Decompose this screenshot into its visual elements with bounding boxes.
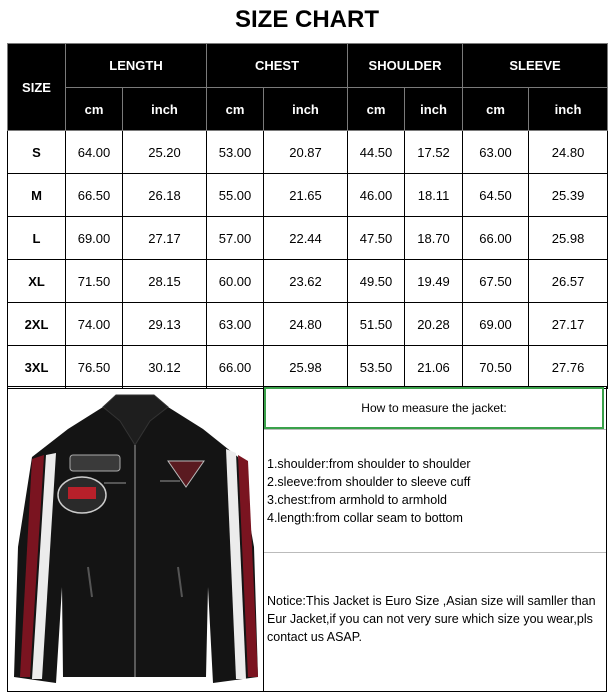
table-cell: 25.20 [123, 131, 207, 174]
table-cell: 26.18 [123, 174, 207, 217]
table-cell: 51.50 [348, 303, 405, 346]
unit-header: cm [66, 88, 123, 131]
jacket-photo [8, 387, 264, 691]
table-cell: 69.00 [66, 217, 123, 260]
table-cell: 64.00 [66, 131, 123, 174]
measure-step-chest: 3.chest:from armhold to armhold [267, 493, 447, 507]
unit-header: inch [405, 88, 463, 131]
measure-title: How to measure the jacket: [264, 387, 604, 429]
unit-header: cm [348, 88, 405, 131]
unit-header: inch [529, 88, 608, 131]
header-chest: CHEST [207, 44, 348, 88]
table-cell: 46.00 [348, 174, 405, 217]
table-cell: 55.00 [207, 174, 264, 217]
measure-step-length: 4.length:from collar seam to bottom [267, 511, 463, 525]
table-cell: 27.17 [123, 217, 207, 260]
table-cell: 74.00 [66, 303, 123, 346]
table-cell: 20.87 [264, 131, 348, 174]
measure-step-sleeve: 2.sleeve:from shoulder to sleeve cuff [267, 475, 471, 489]
size-table [7, 43, 608, 389]
size-label: M [8, 174, 66, 217]
table-cell: 63.00 [207, 303, 264, 346]
table-cell: 25.98 [264, 346, 348, 389]
table-cell: 20.28 [405, 303, 463, 346]
table-body [8, 131, 608, 389]
table-cell: 29.13 [123, 303, 207, 346]
table-row [8, 260, 608, 303]
table-cell: 57.00 [207, 217, 264, 260]
table-cell: 60.00 [207, 260, 264, 303]
table-cell: 47.50 [348, 217, 405, 260]
measure-step-shoulder: 1.shoulder:from shoulder to shoulder [267, 457, 471, 471]
unit-header: cm [463, 88, 529, 131]
table-cell: 30.12 [123, 346, 207, 389]
table-cell: 53.50 [348, 346, 405, 389]
table-cell: 24.80 [264, 303, 348, 346]
size-label: 2XL [8, 303, 66, 346]
header-sleeve: SLEEVE [463, 44, 608, 88]
table-row [8, 303, 608, 346]
notice-text: Notice:This Jacket is Euro Size ,Asian size will samller than Eur Jacket,if you can not very sure which size you wear,pls contact us ASAP. [267, 594, 596, 644]
table-cell: 28.15 [123, 260, 207, 303]
table-cell: 27.17 [529, 303, 608, 346]
table-cell: 25.39 [529, 174, 608, 217]
table-cell: 25.98 [529, 217, 608, 260]
table-cell: 21.65 [264, 174, 348, 217]
unit-header: inch [264, 88, 348, 131]
measure-steps [267, 455, 471, 527]
divider [264, 429, 606, 430]
table-cell: 44.50 [348, 131, 405, 174]
header-length: LENGTH [66, 44, 207, 88]
table-cell: 18.11 [405, 174, 463, 217]
table-cell: 23.62 [264, 260, 348, 303]
table-row [8, 217, 608, 260]
header-size: SIZE [8, 44, 66, 131]
table-cell: 21.06 [405, 346, 463, 389]
table-cell: 66.00 [463, 217, 529, 260]
table-cell: 27.76 [529, 346, 608, 389]
table-cell: 19.49 [405, 260, 463, 303]
table-row [8, 174, 608, 217]
table-cell: 49.50 [348, 260, 405, 303]
size-label: S [8, 131, 66, 174]
table-cell: 66.50 [66, 174, 123, 217]
table-cell: 24.80 [529, 131, 608, 174]
table-cell: 67.50 [463, 260, 529, 303]
table-cell: 71.50 [66, 260, 123, 303]
table-cell: 18.70 [405, 217, 463, 260]
chart-title: SIZE CHART [235, 6, 379, 33]
unit-header: cm [207, 88, 264, 131]
table-cell: 63.00 [463, 131, 529, 174]
table-cell: 70.50 [463, 346, 529, 389]
table-row [8, 346, 608, 389]
lower-section [7, 386, 607, 692]
jacket-illustration [8, 387, 263, 691]
unit-header: inch [123, 88, 207, 131]
table-cell: 17.52 [405, 131, 463, 174]
size-label: 3XL [8, 346, 66, 389]
table-cell: 64.50 [463, 174, 529, 217]
divider [264, 552, 606, 553]
table-cell: 53.00 [207, 131, 264, 174]
header-shoulder: SHOULDER [348, 44, 463, 88]
measurement-info [264, 387, 606, 691]
size-label: L [8, 217, 66, 260]
table-row [8, 131, 608, 174]
table-cell: 22.44 [264, 217, 348, 260]
table-cell: 26.57 [529, 260, 608, 303]
table-cell: 66.00 [207, 346, 264, 389]
table-cell: 69.00 [463, 303, 529, 346]
size-label: XL [8, 260, 66, 303]
table-cell: 76.50 [66, 346, 123, 389]
